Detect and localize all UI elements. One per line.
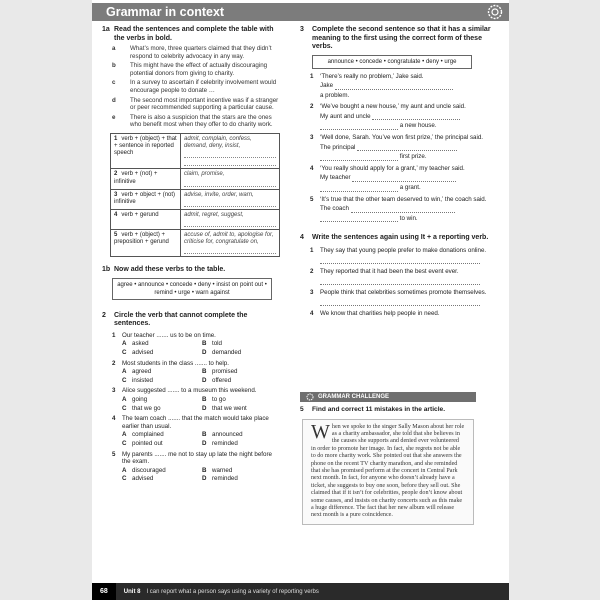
list-item: 3 Alice suggested ....... to a museum this weekend. A going B to go C that we go D that we went [112, 387, 282, 412]
list-item: 5 ‘It’s true that the other team deserved to win,’ the coach said. The coach to win. [310, 195, 487, 222]
left-column [102, 26, 282, 483]
verb-pattern-table [110, 133, 280, 257]
option[interactable]: A complained [122, 431, 164, 439]
article-text: When we spoke to the singer Sally Mason about her role as a charity ambassador, she told that she believes in the causes she supports and denied ever volunteered in order to promote her image. In fact, she regrets not be able to do more charity work. She pointed out that she answers the phone on the recent TV charity marathon, and she reminded that she has promised perform at the concert in Central Park next month. In fact, for anyone who doesn’t already have a ticket, she suggests to buy one soon, before they sell out. She claimed that if it isn’t for celebrities, people don’t know about some causes, and insists on charity concerts such as this make a huge difference. The fact that her new album will release next month is a pure coincidence. [302, 419, 474, 525]
answer-blank[interactable] [320, 185, 398, 192]
table-row: 3 verb + object + (not) infinitive advise, invite, order, warn, [111, 189, 280, 209]
option[interactable]: C pointed out [122, 439, 163, 447]
option[interactable]: B warned [202, 466, 233, 474]
right-column [300, 26, 498, 318]
option[interactable]: C advised [122, 475, 154, 483]
answer-blank[interactable] [352, 175, 456, 182]
option[interactable]: D demanded [202, 349, 242, 357]
exercise-1a-heading: 1a Read the sentences and complete the table with the verbs in bold. [102, 26, 274, 42]
list-item: 1 They say that young people prefer to make donations online. [310, 247, 498, 264]
list-item: 2 ‘We’ve bought a new house,’ my aunt and uncle said. My aunt and uncle a new house. [310, 103, 466, 130]
list-item: 3 ‘Well done, Sarah. You’ve won first prize,’ the principal said. The principal first prize. [310, 134, 484, 161]
grammar-challenge-box [300, 392, 476, 525]
list-item: 4 We know that charities help people in need. [310, 310, 440, 318]
list-item: 5 My parents ....... me not to stay up late the night before the exam. A discouraged B warned C advised D reminded [112, 451, 282, 483]
option[interactable]: B told [202, 340, 222, 348]
list-item: 2 Most students in the class ....... to help. A agreed B promised C insisted D offered [112, 360, 282, 385]
list-item: 2 They reported that it had been the best event ever. [310, 268, 498, 285]
option[interactable]: D reminded [202, 475, 238, 483]
list-item: 3 People think that celebrities sometimes promote themselves. [310, 289, 498, 306]
answer-blank[interactable] [357, 144, 457, 151]
answer-blank[interactable] [351, 206, 455, 213]
exercise-3-word-box: announce • concede • congratulate • deny • urge [312, 55, 472, 69]
page-number: 68 [92, 583, 116, 600]
list-item: 1 Our teacher ....... us to be on time. A asked B told C advised D demanded [112, 332, 282, 357]
option[interactable]: C insisted [122, 376, 153, 384]
list-item: 4 The team coach ....... that the match would take place earlier than usual. A complained B announced C pointed out D reminded [112, 415, 282, 447]
exercise-4-items [300, 247, 498, 318]
sentence-d: d The second most important incentive was if a stranger or peer recommended supporting a particular cause. [112, 96, 279, 112]
exercise-3-heading: 3 Complete the second sentence so that it has a similar meaning to the first using the correct form of these verbs. [300, 26, 491, 50]
option[interactable]: B announced [202, 431, 243, 439]
unit-label: Unit 8 [123, 588, 141, 595]
answer-blank[interactable] [320, 278, 480, 285]
option[interactable]: D that we went [202, 404, 247, 412]
gear-icon [306, 393, 314, 401]
option[interactable]: A discouraged [122, 466, 166, 474]
option[interactable]: A going [122, 396, 148, 404]
page-footer [92, 583, 509, 600]
answer-blank[interactable] [320, 123, 398, 130]
option[interactable]: A asked [122, 340, 149, 348]
answer-blank[interactable] [320, 215, 398, 222]
drop-cap: W [311, 420, 330, 443]
exercise-5-heading: 5 Find and correct 11 mistakes in the article. [300, 406, 446, 413]
option[interactable]: D reminded [202, 439, 238, 447]
sentence-c: c In a survey to ascertain if celebrity involvement would encourage people to donate … [112, 79, 277, 94]
exercise-3-items [300, 73, 498, 223]
exercise-2-items [102, 332, 282, 483]
grammar-challenge-bar: GRAMMAR CHALLENGE [300, 392, 476, 402]
gear-icon [487, 4, 503, 20]
exercise-2-heading: 2 Circle the verb that cannot complete the sentences. [102, 311, 248, 328]
table-row: 4 verb + gerund admit, regret, suggest, [111, 209, 280, 229]
answer-blank[interactable] [335, 83, 453, 90]
option[interactable]: B promised [202, 368, 238, 376]
workbook-page [92, 0, 509, 600]
table-row: 2 verb + (not) + infinitive claim, promise, [111, 169, 280, 189]
option[interactable]: A agreed [122, 368, 152, 376]
list-item: 1 ‘There’s really no problem,’ Jake said. Jake a problem. [310, 73, 498, 100]
sentence-a: a What’s more, three quarters claimed that they didn’t respond to celebrity advocacy in any way. [112, 45, 272, 60]
option[interactable]: C that we go [122, 404, 161, 412]
section-header [92, 3, 509, 21]
exercise-1a-sentences [102, 45, 282, 129]
exercise-1b-word-box: agree • announce • concede • deny • insist on point out • remind • urge • warn against [112, 278, 272, 300]
sentence-b: b This might have the effect of actually discouraging potential donors from giving to charity. [112, 62, 268, 77]
section-title: Grammar in context [106, 5, 225, 19]
option[interactable]: B to go [202, 396, 226, 404]
answer-blank[interactable] [372, 113, 460, 120]
list-item: 4 ‘You really should apply for a grant,’ my teacher said. My teacher a grant. [310, 164, 465, 192]
exercise-4-heading: 4 Write the sentences again using It + a reporting verb. [300, 234, 489, 242]
answer-blank[interactable] [320, 257, 480, 264]
option[interactable]: D offered [202, 376, 232, 384]
can-do-statement: I can report what a person says using a variety of reporting verbs [146, 588, 319, 595]
exercise-1b-heading: 1b Now add these verbs to the table. [102, 266, 226, 274]
table-row: 1 verb + (object) + that + sentence in reported speech admit, complain, confess, demand, deny, insist, [111, 133, 280, 168]
option[interactable]: C advised [122, 349, 154, 357]
table-row: 5 verb + (object) + preposition + gerund accuse of, admit to, apologise for, criticise for, congratulate on, [111, 229, 280, 256]
answer-blank[interactable] [320, 299, 480, 306]
sentence-e: e There is also a suspicion that the stars are the ones who benefit most when they offer to do charity work. [112, 113, 273, 129]
answer-blank[interactable] [320, 154, 398, 161]
